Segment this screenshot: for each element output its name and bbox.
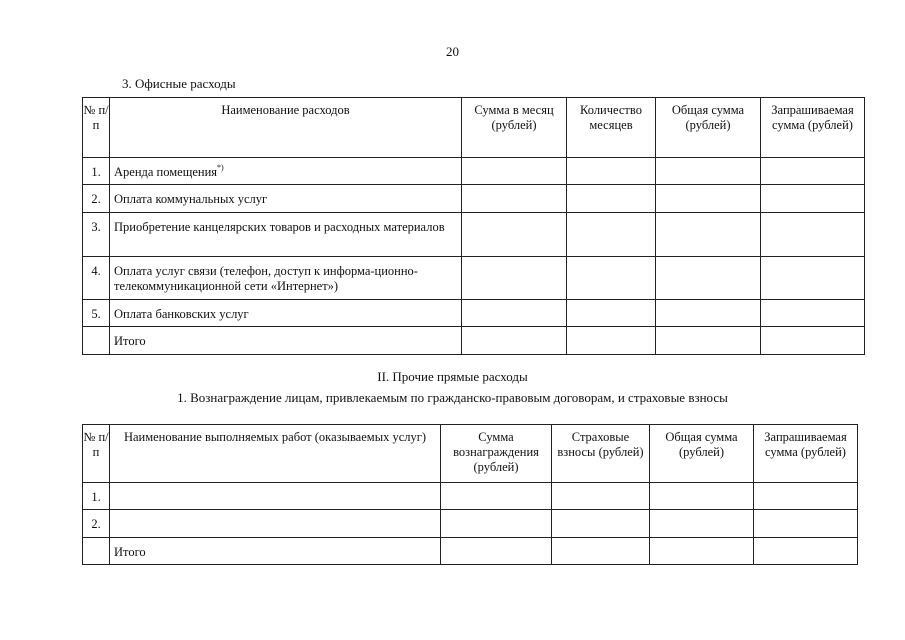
total-amount-cell[interactable] <box>650 483 754 510</box>
table-header-row <box>83 98 865 158</box>
total-amount-cell[interactable] <box>656 185 761 213</box>
total-amount-cell[interactable] <box>656 300 761 327</box>
total-amount-cell[interactable] <box>656 213 761 257</box>
row-number: 2. <box>83 185 110 213</box>
row-number: 1. <box>83 483 110 510</box>
office-expenses-table <box>82 97 865 355</box>
remuneration-table <box>82 424 858 565</box>
months-count-cell[interactable] <box>567 213 656 257</box>
requested-amount-cell[interactable] <box>761 257 865 300</box>
months-count-cell[interactable] <box>567 300 656 327</box>
months-count-cell[interactable] <box>567 257 656 300</box>
months-count-cell[interactable] <box>567 327 656 355</box>
requested-amount-cell[interactable] <box>761 213 865 257</box>
months-count-cell[interactable] <box>567 158 656 185</box>
requested-amount-cell[interactable] <box>761 158 865 185</box>
remuneration-amount-cell[interactable] <box>441 483 552 510</box>
table-row <box>83 185 865 213</box>
table-header-row <box>83 425 858 483</box>
expense-name-text: Аренда помещения <box>114 165 218 179</box>
remuneration-subsection-title: 1. Вознаграждение лицам, привлекаемым по гражданско-правовым договорам, и страховые взносы <box>177 390 728 405</box>
table-row <box>83 213 865 257</box>
column-header: Наименование расходов <box>110 98 462 158</box>
remuneration-amount-cell[interactable] <box>441 510 552 538</box>
row-number: 1. <box>83 158 110 185</box>
column-header: Наименование выполняемых работ (оказываемых услуг) <box>110 425 441 483</box>
requested-amount-cell[interactable] <box>761 185 865 213</box>
row-number <box>83 538 110 565</box>
row-number: 2. <box>83 510 110 538</box>
footnote-marker: *) <box>217 163 224 172</box>
insurance-contributions-cell[interactable] <box>552 483 650 510</box>
total-amount-cell[interactable] <box>650 510 754 538</box>
requested-amount-cell[interactable] <box>761 300 865 327</box>
expense-name: Оплата услуг связи (телефон, доступ к информа-ционно-телекоммуникационной сети «Интернет») <box>110 257 462 300</box>
monthly-amount-cell[interactable] <box>462 300 567 327</box>
total-amount-cell[interactable] <box>656 327 761 355</box>
work-name-cell[interactable] <box>110 483 441 510</box>
column-header: Сумма в месяц (рублей) <box>462 98 567 158</box>
requested-amount-cell[interactable] <box>754 483 858 510</box>
row-number <box>83 327 110 355</box>
column-header: Общая сумма (рублей) <box>656 98 761 158</box>
table-row <box>83 510 858 538</box>
total-amount-cell[interactable] <box>650 538 754 565</box>
table-row <box>83 483 858 510</box>
monthly-amount-cell[interactable] <box>462 327 567 355</box>
total-amount-cell[interactable] <box>656 257 761 300</box>
expense-name: Оплата банковских услуг <box>110 300 462 327</box>
monthly-amount-cell[interactable] <box>462 257 567 300</box>
monthly-amount-cell[interactable] <box>462 185 567 213</box>
row-number: 5. <box>83 300 110 327</box>
table-row <box>83 257 865 300</box>
table-row <box>83 158 865 185</box>
table-total-row <box>83 327 865 355</box>
requested-amount-cell[interactable] <box>754 538 858 565</box>
page-number: 20 <box>446 44 459 59</box>
expense-name: Оплата коммунальных услуг <box>110 185 462 213</box>
monthly-amount-cell[interactable] <box>462 213 567 257</box>
requested-amount-cell[interactable] <box>761 327 865 355</box>
work-name-cell[interactable] <box>110 510 441 538</box>
table-total-row <box>83 538 858 565</box>
column-header: № п/п <box>83 98 110 158</box>
expense-name: Приобретение канцелярских товаров и расходных материалов <box>110 213 462 257</box>
column-header: Количество месяцев <box>567 98 656 158</box>
column-header: Сумма вознаграждения (рублей) <box>441 425 552 483</box>
office-expenses-title: 3. Офисные расходы <box>122 76 236 91</box>
total-amount-cell[interactable] <box>656 158 761 185</box>
column-header: Общая сумма (рублей) <box>650 425 754 483</box>
insurance-contributions-cell[interactable] <box>552 538 650 565</box>
row-number: 3. <box>83 213 110 257</box>
monthly-amount-cell[interactable] <box>462 158 567 185</box>
table-row <box>83 300 865 327</box>
months-count-cell[interactable] <box>567 185 656 213</box>
other-expenses-section-title: II. Прочие прямые расходы <box>377 369 528 384</box>
expense-name <box>110 158 462 185</box>
column-header: Страховые взносы (рублей) <box>552 425 650 483</box>
insurance-contributions-cell[interactable] <box>552 510 650 538</box>
column-header: Запрашиваемая сумма (рублей) <box>754 425 858 483</box>
total-label: Итого <box>110 327 462 355</box>
remuneration-amount-cell[interactable] <box>441 538 552 565</box>
requested-amount-cell[interactable] <box>754 510 858 538</box>
total-label: Итого <box>110 538 441 565</box>
column-header: № п/п <box>83 425 110 483</box>
row-number: 4. <box>83 257 110 300</box>
column-header: Запрашиваемая сумма (рублей) <box>761 98 865 158</box>
